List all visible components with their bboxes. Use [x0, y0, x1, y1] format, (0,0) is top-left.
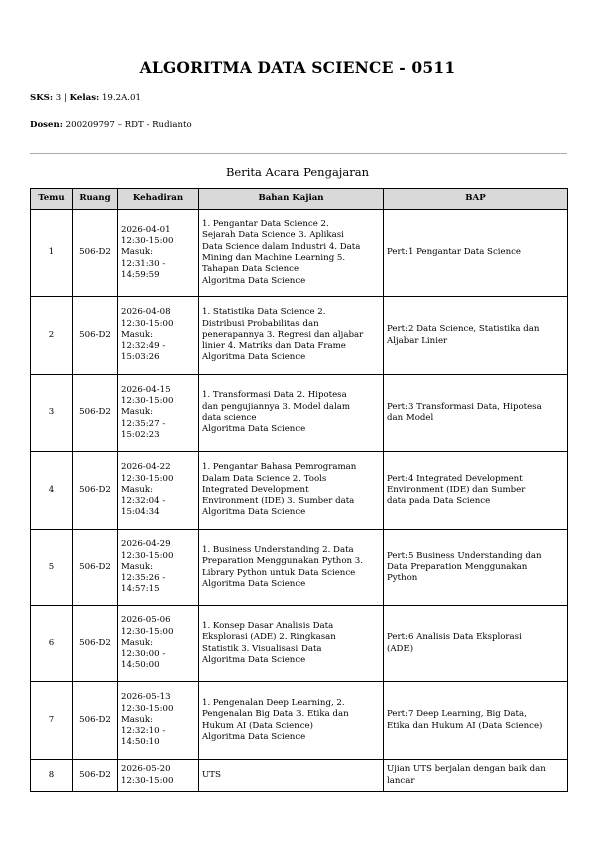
kehadiran-line: 2026-04-15 [121, 384, 171, 395]
column-header-bahan-kajian: Bahan Kajian [199, 189, 384, 210]
bap-line: Ujian UTS berjalan dengan baik dan [387, 764, 546, 775]
cell-bahan-kajian [199, 452, 384, 530]
cell-ruang: 506-D2 [73, 682, 118, 760]
kehadiran-line: Masuk: [121, 329, 153, 340]
cell-bap [384, 760, 568, 792]
bap-line: Pert:3 Transformasi Data, Hipotesa [387, 401, 542, 412]
bap-line: (ADE) [387, 643, 414, 654]
bahan-kajian-line: Tahapan Data Science [202, 264, 300, 275]
kehadiran-line: 12:30-15:00 [121, 703, 174, 714]
cell-temu: 4 [31, 452, 73, 530]
course-meta-sks-kelas [30, 93, 141, 103]
kehadiran-line: Masuk: [121, 561, 153, 572]
kehadiran-line: 12:32:04 - [121, 496, 166, 507]
kehadiran-line: Masuk: [121, 714, 153, 725]
header-divider [30, 153, 567, 154]
cell-ruang: 506-D2 [73, 210, 118, 297]
cell-bap [384, 682, 568, 760]
kehadiran-line: 12:35:26 - [121, 573, 166, 584]
kehadiran-line: 14:50:00 [121, 660, 160, 671]
kehadiran-line: 2026-04-08 [121, 307, 171, 318]
kehadiran-line: 2026-04-29 [121, 539, 171, 550]
bahan-kajian-line: Algoritma Data Science [202, 731, 306, 742]
bap-line: Pert:4 Integrated Development [387, 473, 523, 484]
bap-line: Data Preparation Menggunakan [387, 561, 528, 572]
sks-label: SKS: [30, 93, 54, 103]
kelas-value: 19.2A.01 [101, 93, 141, 103]
cell-bahan-kajian [199, 210, 384, 297]
cell-kehadiran [118, 530, 199, 606]
bahan-kajian-line: Integrated Development [202, 484, 309, 495]
kehadiran-line: 12:30-15:00 [121, 236, 174, 247]
cell-bahan-kajian [199, 297, 384, 375]
bap-line: data pada Data Science [387, 496, 491, 507]
kehadiran-line: 12:30-15:00 [121, 396, 174, 407]
bahan-kajian-line: Preparation Menggunakan Python 3. [202, 556, 363, 567]
bahan-kajian-line: linier 4. Matriks dan Data Frame [202, 341, 346, 352]
cell-kehadiran [118, 297, 199, 375]
column-header-bap: BAP [384, 189, 568, 210]
meta-separator: | [64, 93, 67, 103]
cell-temu: 3 [31, 375, 73, 452]
cell-bap [384, 530, 568, 606]
bahan-kajian-line: Pengenalan Big Data 3. Etika dan [202, 709, 349, 720]
bahan-kajian-line: Distribusi Probabilitas dan [202, 318, 319, 329]
dosen-label: Dosen: [30, 120, 63, 130]
bap-line: Pert:1 Pengantar Data Science [387, 247, 522, 258]
bahan-kajian-line: Statistik 3. Visualisasi Data [202, 643, 322, 654]
cell-bahan-kajian [199, 375, 384, 452]
cell-kehadiran [118, 682, 199, 760]
bahan-kajian-line: Hukum AI (Data Science) [202, 720, 313, 731]
bahan-kajian-line: Sejarah Data Science 3. Aplikasi [202, 230, 344, 241]
bahan-kajian-line: Eksplorasi (ADE) 2. Ringkasan [202, 632, 336, 643]
table-row [31, 530, 568, 606]
kehadiran-line: 15:04:34 [121, 507, 160, 518]
kehadiran-line: 2026-05-13 [121, 692, 171, 703]
bahan-kajian-line: penerapannya 3. Regresi dan aljabar [202, 329, 364, 340]
cell-kehadiran [118, 452, 199, 530]
table-row [31, 452, 568, 530]
cell-ruang: 506-D2 [73, 297, 118, 375]
kehadiran-line: 2026-05-06 [121, 615, 171, 626]
bahan-kajian-line: UTS [202, 769, 221, 780]
cell-ruang: 506-D2 [73, 760, 118, 792]
cell-bahan-kajian [199, 606, 384, 682]
dosen-value: 200209797 – RDT - Rudianto [65, 120, 192, 130]
kehadiran-line: 12:30-15:00 [121, 318, 174, 329]
bahan-kajian-line: Algoritma Data Science [202, 507, 306, 518]
bahan-kajian-line: Algoritma Data Science [202, 654, 306, 665]
cell-ruang: 506-D2 [73, 375, 118, 452]
section-title: Berita Acara Pengajaran [225, 165, 369, 179]
bap-line: lancar [387, 775, 415, 786]
cell-temu: 8 [31, 760, 73, 792]
kehadiran-line: 15:02:23 [121, 429, 160, 440]
bap-line: Python [387, 573, 418, 584]
bahan-kajian-line: 1. Pengantar Data Science 2. [202, 219, 329, 230]
kehadiran-line: 14:59:59 [121, 269, 160, 280]
kehadiran-line: Masuk: [121, 407, 153, 418]
table-row [31, 606, 568, 682]
cell-temu: 5 [31, 530, 73, 606]
kehadiran-line: 12:31:30 - [121, 258, 166, 269]
cell-ruang: 506-D2 [73, 530, 118, 606]
bahan-kajian-line: data science [202, 413, 257, 423]
bap-line: Pert:6 Analisis Data Eksplorasi [387, 632, 522, 643]
bahan-kajian-line: Data Science dalam Industri 4. Data [202, 241, 361, 252]
cell-bap [384, 452, 568, 530]
table-row [31, 375, 568, 452]
course-title: ALGORITMA DATA SCIENCE - 0511 [139, 58, 456, 77]
course-meta-dosen [30, 120, 192, 130]
kehadiran-line: 2026-04-22 [121, 462, 171, 473]
bap-line: Pert:7 Deep Learning, Big Data, [387, 709, 527, 720]
kehadiran-line: Masuk: [121, 637, 153, 648]
bap-line: dan Model [387, 413, 434, 423]
kehadiran-line: 2026-05-20 [121, 764, 171, 775]
bap-line: Pert:5 Business Understanding dan [387, 550, 542, 561]
sks-value: 3 [55, 93, 62, 103]
kehadiran-line: Masuk: [121, 484, 153, 495]
cell-ruang: 506-D2 [73, 606, 118, 682]
table-body [31, 210, 568, 792]
kehadiran-line: 12:30-15:00 [121, 775, 174, 786]
table-row [31, 210, 568, 297]
cell-bahan-kajian [199, 760, 384, 792]
cell-temu: 1 [31, 210, 73, 297]
kehadiran-line: 12:32:49 - [121, 341, 166, 352]
cell-bahan-kajian [199, 682, 384, 760]
bahan-kajian-line: Environment (IDE) 3. Sumber data [202, 496, 355, 507]
kehadiran-line: 12:32:10 - [121, 726, 166, 737]
bap-line: Aljabar Linier [387, 335, 448, 346]
bahan-kajian-line: Mining dan Machine Learning 5. [202, 253, 346, 263]
cell-kehadiran [118, 606, 199, 682]
bahan-kajian-line: Algoritma Data Science [202, 578, 306, 589]
kehadiran-line: Masuk: [121, 247, 153, 258]
bahan-kajian-line: 1. Konsep Dasar Analisis Data [202, 620, 334, 631]
bahan-kajian-line: Algoritma Data Science [202, 352, 306, 363]
kehadiran-line: 2026-04-01 [121, 224, 171, 235]
kehadiran-line: 12:30-15:00 [121, 473, 174, 484]
bahan-kajian-line: 1. Business Understanding 2. Data [202, 544, 354, 555]
bahan-kajian-line: 1. Statistika Data Science 2. [202, 307, 326, 318]
kelas-label: Kelas: [69, 93, 100, 103]
kehadiran-line: 12:30-15:00 [121, 626, 174, 637]
cell-temu: 6 [31, 606, 73, 682]
column-header-ruang: Ruang [73, 189, 118, 210]
table-row [31, 682, 568, 760]
bahan-kajian-line: dan pengujiannya 3. Model dalam [202, 401, 350, 412]
cell-kehadiran [118, 760, 199, 792]
cell-bahan-kajian [199, 530, 384, 606]
bahan-kajian-line: Dalam Data Science 2. Tools [202, 473, 327, 484]
cell-temu: 7 [31, 682, 73, 760]
kehadiran-line: 12:35:27 - [121, 418, 166, 429]
cell-ruang: 506-D2 [73, 452, 118, 530]
cell-bap [384, 210, 568, 297]
bap-line: Etika dan Hukum AI (Data Science) [387, 720, 543, 731]
bahan-kajian-line: 1. Transformasi Data 2. Hipotesa [202, 390, 347, 401]
bap-line: Pert:2 Data Science, Statistika dan [387, 324, 540, 335]
bahan-kajian-line: Algoritma Data Science [202, 275, 306, 286]
kehadiran-line: 15:03:26 [121, 352, 160, 363]
kehadiran-line: 14:50:10 [121, 737, 160, 748]
table-row [31, 297, 568, 375]
kehadiran-line: 12:30-15:00 [121, 550, 174, 561]
column-header-kehadiran: Kehadiran [118, 189, 199, 210]
cell-temu: 2 [31, 297, 73, 375]
cell-bap [384, 297, 568, 375]
bahan-kajian-line: Library Python untuk Data Science [202, 567, 356, 578]
bap-table [30, 188, 568, 792]
column-header-temu: Temu [31, 189, 73, 210]
kehadiran-line: 12:30:00 - [121, 649, 166, 660]
bahan-kajian-line: Algoritma Data Science [202, 424, 306, 435]
bap-line: Environment (IDE) dan Sumber [387, 484, 526, 495]
table-header-row [31, 189, 568, 210]
kehadiran-line: 14:57:15 [121, 584, 160, 595]
cell-kehadiran [118, 375, 199, 452]
table-row [31, 760, 568, 792]
bahan-kajian-line: 1. Pengantar Bahasa Pemrograman [202, 462, 357, 473]
cell-bap [384, 375, 568, 452]
bahan-kajian-line: 1. Pengenalan Deep Learning, 2. [202, 697, 345, 708]
cell-bap [384, 606, 568, 682]
cell-kehadiran [118, 210, 199, 297]
